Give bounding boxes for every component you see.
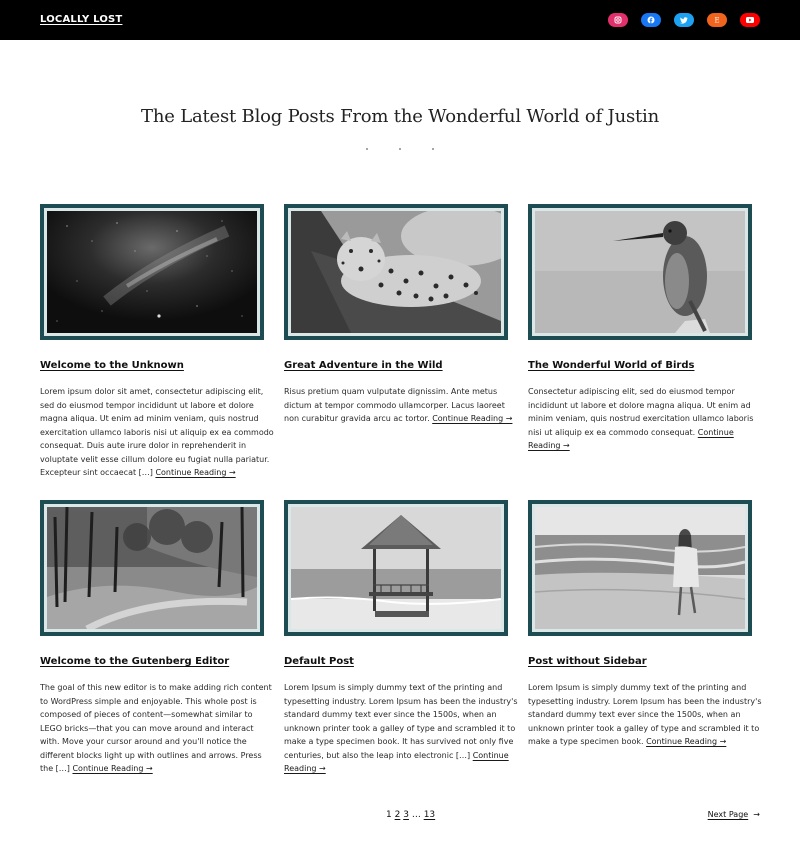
post-title-link[interactable]: Default Post: [284, 656, 354, 667]
post-thumbnail[interactable]: [528, 204, 752, 340]
post-excerpt: [528, 385, 762, 453]
pagination: [386, 810, 435, 820]
post-thumbnail[interactable]: [528, 500, 752, 636]
post-title-link[interactable]: Welcome to the Gutenberg Editor: [40, 656, 230, 667]
post-title-link[interactable]: Great Adventure in the Wild: [284, 360, 443, 371]
next-page-link[interactable]: [708, 810, 760, 819]
post-excerpt: [284, 681, 518, 776]
post-title-link[interactable]: Post without Sidebar: [528, 656, 647, 667]
page-ellipsis: …: [411, 810, 421, 820]
youtube-icon[interactable]: [740, 13, 760, 27]
milky-way-image: [47, 211, 257, 333]
page-number-link[interactable]: 3: [403, 810, 409, 820]
post-thumbnail[interactable]: [40, 500, 264, 636]
twitter-icon[interactable]: [674, 13, 694, 27]
post-excerpt: [284, 385, 518, 426]
forest-path-image: [47, 507, 257, 629]
kingfisher-image: [535, 211, 745, 333]
page-title: The Latest Blog Posts From the Wonderful World of Justin: [141, 106, 659, 127]
site-title-link[interactable]: LOCALLY LOST: [40, 14, 123, 25]
continue-reading-link[interactable]: Continue Reading →: [284, 750, 509, 773]
post-excerpt: [40, 385, 274, 480]
site-header: [0, 0, 800, 40]
page-number-current: 1: [386, 810, 392, 820]
svg-text:E: E: [714, 16, 720, 24]
separator-dots: [364, 148, 436, 152]
post-excerpt-text: Consectetur adipiscing elit, sed do eiusmod tempor incididunt ut labore et dolore magna aliqua. Ut enim ad minim veniam, quis nostrud exercitation ullamco laboris nisi ut aliquip ex ea commodo consequat.: [528, 387, 754, 437]
post-title-link[interactable]: The Wonderful World of Birds: [528, 360, 695, 371]
continue-reading-link[interactable]: Continue Reading →: [72, 764, 153, 773]
post-thumbnail[interactable]: [40, 204, 264, 340]
arrow-right-icon: →: [753, 810, 760, 819]
beach-hut-image: [291, 507, 501, 629]
post-excerpt-text: Risus pretium quam vulputate dignissim. Ante metus dictum at tempor commodo ullamcorper. Lacus laoreet non curabitur gravida arcu ac tortor.: [284, 387, 505, 423]
continue-reading-link[interactable]: Continue Reading →: [528, 427, 734, 450]
next-page-label[interactable]: Next Page: [707, 810, 749, 819]
facebook-icon[interactable]: [641, 13, 661, 27]
post-thumbnail[interactable]: [284, 500, 508, 636]
page-number-link[interactable]: 2: [394, 810, 401, 820]
post-excerpt: [528, 681, 762, 749]
post-excerpt-text: The goal of this new editor is to make adding rich content to WordPress simple and enjoyable. This whole post is composed of pieces of content—somewhat similar to LEGO bricks—that you can move around and interact with. Move your cursor around and you'll notice the different blocks light up with outlines and arrows. Press the […]: [40, 683, 272, 773]
post-excerpt-text: Lorem Ipsum is simply dummy text of the printing and typesetting industry. Lorem Ipsum has been the industry's standard dummy text ever since the 1500s, when an unknown printer took a galley of type and scrambled it to make a type specimen book.: [528, 683, 762, 746]
etsy-icon[interactable]: [707, 13, 727, 27]
page-number-link[interactable]: 13: [423, 810, 436, 820]
woman-on-beach-image: [535, 507, 745, 629]
post-excerpt-text: Lorem Ipsum is simply dummy text of the printing and typesetting industry. Lorem Ipsum has been the industry's standard dummy text ever since the 1500s, when an unknown printer took a galley of type and scrambled it to make a type specimen book. It has survived not only five centuries, but also the leap into electronic […]: [284, 683, 518, 760]
post-excerpt-text: Lorem ipsum dolor sit amet, consectetur adipiscing elit, sed do eiusmod tempor incididunt ut labore et dolore magna aliqua. Ut enim ad minim veniam, quis nostrud exercitation ullamco laboris nisi ut aliquip ex ea commodo consequat. Duis aute irure dolor in reprehenderit in voluptate velit esse cillum dolore eu fugiat nulla pariatur. Excepteur sint occaecat […]: [40, 387, 274, 477]
post-thumbnail[interactable]: [284, 204, 508, 340]
post-title-link[interactable]: Welcome to the Unknown: [40, 360, 184, 371]
post-excerpt: [40, 681, 274, 776]
continue-reading-link[interactable]: Continue Reading →: [646, 737, 727, 746]
leopard-image: [291, 211, 501, 333]
continue-reading-link[interactable]: Continue Reading →: [432, 414, 513, 423]
continue-reading-link[interactable]: Continue Reading →: [155, 468, 236, 477]
instagram-icon[interactable]: [608, 13, 628, 27]
social-links: [608, 13, 760, 27]
